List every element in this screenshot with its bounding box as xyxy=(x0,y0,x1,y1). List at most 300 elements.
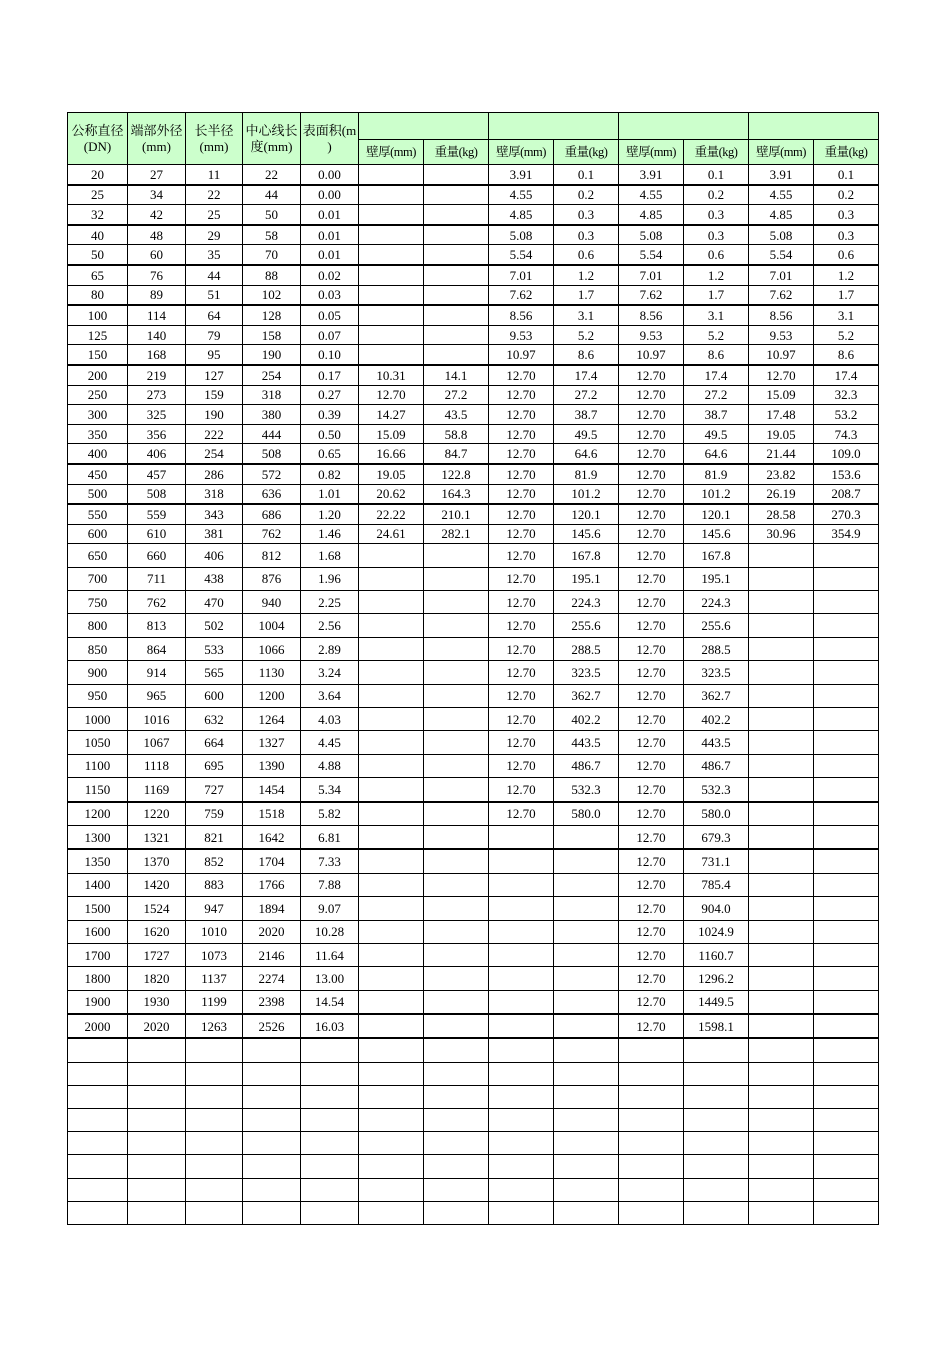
cell-g4-weight xyxy=(814,637,879,660)
cell-g4-thickness xyxy=(749,661,814,684)
cell-g4-weight xyxy=(814,849,879,873)
table-row xyxy=(68,484,879,504)
cell-g4-weight: 109.0 xyxy=(814,444,879,464)
cell-g1-weight xyxy=(424,661,489,684)
cell-centerline: 190 xyxy=(243,345,301,365)
cell-g4-weight: 270.3 xyxy=(814,504,879,524)
cell-surface: 0.01 xyxy=(301,205,359,225)
cell-g4-thickness xyxy=(749,967,814,990)
cell-g4-thickness: 19.05 xyxy=(749,424,814,444)
cell-g1-weight xyxy=(424,967,489,990)
cell-g3-weight: 0.6 xyxy=(684,245,749,265)
cell-g4-thickness xyxy=(749,825,814,849)
cell-g2-weight: 0.3 xyxy=(554,225,619,245)
cell-g2-weight xyxy=(554,943,619,966)
cell-long-radius: 22 xyxy=(186,185,243,205)
cell-g2-weight: 49.5 xyxy=(554,424,619,444)
cell-g2-thickness: 12.70 xyxy=(489,544,554,567)
cell-dn: 1900 xyxy=(68,990,128,1014)
cell-g2-thickness: 5.08 xyxy=(489,225,554,245)
cell-g4-thickness: 17.48 xyxy=(749,405,814,425)
cell-centerline: 58 xyxy=(243,225,301,245)
cell-g3-thickness: 5.08 xyxy=(619,225,684,245)
cell-od: 1220 xyxy=(128,802,186,826)
cell-g2-thickness: 12.70 xyxy=(489,614,554,637)
cell-g2-thickness xyxy=(489,920,554,943)
cell-dn: 900 xyxy=(68,661,128,684)
table-row xyxy=(68,778,879,802)
cell-surface: 1.68 xyxy=(301,544,359,567)
cell-surface: 4.45 xyxy=(301,731,359,754)
cell-centerline: 1200 xyxy=(243,684,301,707)
cell-g1-weight xyxy=(424,873,489,896)
cell-g1-thickness xyxy=(359,544,424,567)
cell-centerline: 812 xyxy=(243,544,301,567)
blank-cell xyxy=(186,1085,243,1108)
cell-g3-weight: 0.2 xyxy=(684,185,749,205)
blank-cell xyxy=(359,1062,424,1085)
cell-long-radius: 695 xyxy=(186,754,243,777)
cell-g2-weight: 0.3 xyxy=(554,205,619,225)
cell-g1-thickness xyxy=(359,225,424,245)
cell-g4-weight: 5.2 xyxy=(814,325,879,345)
cell-g3-thickness: 12.70 xyxy=(619,778,684,802)
cell-surface: 14.54 xyxy=(301,990,359,1014)
cell-dn: 1400 xyxy=(68,873,128,896)
cell-g3-weight: 255.6 xyxy=(684,614,749,637)
blank-cell xyxy=(128,1155,186,1178)
cell-g3-thickness: 12.70 xyxy=(619,405,684,425)
cell-g3-weight: 532.3 xyxy=(684,778,749,802)
cell-g3-weight: 1296.2 xyxy=(684,967,749,990)
cell-od: 559 xyxy=(128,504,186,524)
cell-g4-thickness xyxy=(749,684,814,707)
cell-g2-weight: 224.3 xyxy=(554,591,619,614)
cell-g3-thickness: 12.70 xyxy=(619,504,684,524)
blank-cell xyxy=(68,1201,128,1224)
cell-od: 610 xyxy=(128,524,186,544)
table-row xyxy=(68,385,879,405)
cell-dn: 1600 xyxy=(68,920,128,943)
cell-g1-weight xyxy=(424,345,489,365)
blank-cell xyxy=(814,1038,879,1062)
cell-centerline: 318 xyxy=(243,385,301,405)
cell-od: 914 xyxy=(128,661,186,684)
cell-centerline: 22 xyxy=(243,165,301,185)
header-thickness: 壁厚(mm) xyxy=(619,140,684,165)
cell-dn: 100 xyxy=(68,305,128,325)
table-row xyxy=(68,524,879,544)
cell-od: 60 xyxy=(128,245,186,265)
blank-cell xyxy=(749,1132,814,1155)
cell-g1-weight xyxy=(424,185,489,205)
blank-cell xyxy=(489,1201,554,1224)
blank-cell xyxy=(554,1085,619,1108)
cell-od: 1727 xyxy=(128,943,186,966)
cell-od: 168 xyxy=(128,345,186,365)
cell-g3-thickness: 12.70 xyxy=(619,825,684,849)
blank-cell xyxy=(243,1038,301,1062)
cell-g2-weight: 402.2 xyxy=(554,708,619,731)
blank-cell xyxy=(814,1109,879,1132)
cell-g2-weight: 0.6 xyxy=(554,245,619,265)
cell-g3-thickness: 12.70 xyxy=(619,873,684,896)
cell-g3-thickness: 9.53 xyxy=(619,325,684,345)
cell-od: 27 xyxy=(128,165,186,185)
cell-g3-thickness: 12.70 xyxy=(619,524,684,544)
blank-cell xyxy=(424,1062,489,1085)
cell-g1-thickness: 24.61 xyxy=(359,524,424,544)
cell-centerline: 686 xyxy=(243,504,301,524)
cell-g2-weight xyxy=(554,825,619,849)
blank-cell xyxy=(684,1132,749,1155)
cell-g4-thickness: 5.08 xyxy=(749,225,814,245)
cell-od: 660 xyxy=(128,544,186,567)
cell-dn: 700 xyxy=(68,567,128,590)
cell-g1-thickness xyxy=(359,802,424,826)
blank-cell xyxy=(619,1062,684,1085)
table-row xyxy=(68,754,879,777)
blank-cell xyxy=(554,1201,619,1224)
header-thickness: 壁厚(mm) xyxy=(489,140,554,165)
cell-od: 762 xyxy=(128,591,186,614)
cell-g1-thickness xyxy=(359,285,424,305)
cell-dn: 40 xyxy=(68,225,128,245)
blank-row xyxy=(68,1038,879,1062)
cell-g2-thickness: 12.70 xyxy=(489,524,554,544)
cell-long-radius: 44 xyxy=(186,265,243,285)
blank-cell xyxy=(424,1178,489,1201)
cell-g2-thickness: 12.70 xyxy=(489,684,554,707)
cell-g1-thickness xyxy=(359,967,424,990)
cell-g3-weight: 443.5 xyxy=(684,731,749,754)
blank-cell xyxy=(128,1201,186,1224)
cell-g3-thickness: 12.70 xyxy=(619,424,684,444)
cell-g2-weight: 3.1 xyxy=(554,305,619,325)
table-row xyxy=(68,225,879,245)
cell-g4-thickness xyxy=(749,591,814,614)
cell-g2-thickness: 12.70 xyxy=(489,444,554,464)
cell-long-radius: 565 xyxy=(186,661,243,684)
cell-surface: 6.81 xyxy=(301,825,359,849)
cell-surface: 0.27 xyxy=(301,385,359,405)
cell-g4-thickness: 21.44 xyxy=(749,444,814,464)
header-weight: 重量(kg) xyxy=(554,140,619,165)
table-row xyxy=(68,345,879,365)
cell-long-radius: 947 xyxy=(186,897,243,920)
cell-od: 325 xyxy=(128,405,186,425)
cell-g2-thickness: 12.70 xyxy=(489,661,554,684)
cell-od: 1016 xyxy=(128,708,186,731)
table-row xyxy=(68,708,879,731)
cell-g2-thickness xyxy=(489,873,554,896)
cell-g3-thickness: 12.70 xyxy=(619,661,684,684)
cell-long-radius: 64 xyxy=(186,305,243,325)
table-header xyxy=(68,113,879,165)
cell-g1-weight xyxy=(424,567,489,590)
cell-g1-thickness: 20.62 xyxy=(359,484,424,504)
blank-cell xyxy=(186,1178,243,1201)
cell-g2-thickness xyxy=(489,849,554,873)
blank-cell xyxy=(814,1132,879,1155)
blank-cell xyxy=(68,1038,128,1062)
cell-g4-thickness: 3.91 xyxy=(749,165,814,185)
blank-cell xyxy=(554,1038,619,1062)
cell-od: 508 xyxy=(128,484,186,504)
cell-long-radius: 727 xyxy=(186,778,243,802)
blank-cell xyxy=(301,1155,359,1178)
cell-g4-weight: 17.4 xyxy=(814,365,879,385)
blank-cell xyxy=(814,1062,879,1085)
table-row xyxy=(68,731,879,754)
blank-cell xyxy=(128,1109,186,1132)
header-group-2 xyxy=(489,113,619,140)
cell-g1-weight: 43.5 xyxy=(424,405,489,425)
cell-dn: 600 xyxy=(68,524,128,544)
cell-g4-weight xyxy=(814,661,879,684)
cell-g4-weight: 354.9 xyxy=(814,524,879,544)
table-row xyxy=(68,544,879,567)
cell-g2-thickness: 12.70 xyxy=(489,365,554,385)
header-group-1 xyxy=(359,113,489,140)
cell-od: 1524 xyxy=(128,897,186,920)
cell-od: 1169 xyxy=(128,778,186,802)
blank-cell xyxy=(128,1132,186,1155)
cell-surface: 7.88 xyxy=(301,873,359,896)
cell-long-radius: 664 xyxy=(186,731,243,754)
cell-centerline: 1454 xyxy=(243,778,301,802)
cell-centerline: 50 xyxy=(243,205,301,225)
table-row xyxy=(68,943,879,966)
cell-g4-weight xyxy=(814,731,879,754)
cell-g1-weight xyxy=(424,990,489,1014)
cell-g4-weight xyxy=(814,802,879,826)
cell-long-radius: 533 xyxy=(186,637,243,660)
cell-surface: 2.56 xyxy=(301,614,359,637)
blank-cell xyxy=(186,1155,243,1178)
cell-g1-weight xyxy=(424,591,489,614)
cell-g3-weight: 17.4 xyxy=(684,365,749,385)
cell-surface: 0.10 xyxy=(301,345,359,365)
cell-g2-thickness xyxy=(489,897,554,920)
cell-g1-weight: 282.1 xyxy=(424,524,489,544)
cell-g1-weight xyxy=(424,614,489,637)
blank-row xyxy=(68,1132,879,1155)
cell-g3-weight: 101.2 xyxy=(684,484,749,504)
cell-g4-thickness xyxy=(749,637,814,660)
cell-g2-weight xyxy=(554,1014,619,1038)
cell-od: 864 xyxy=(128,637,186,660)
cell-od: 1820 xyxy=(128,967,186,990)
cell-centerline: 1327 xyxy=(243,731,301,754)
cell-long-radius: 25 xyxy=(186,205,243,225)
cell-g1-thickness: 22.22 xyxy=(359,504,424,524)
cell-g3-weight: 785.4 xyxy=(684,873,749,896)
cell-centerline: 254 xyxy=(243,365,301,385)
header-outer-diameter: 端部外径(mm) xyxy=(128,113,186,165)
cell-g2-weight: 167.8 xyxy=(554,544,619,567)
blank-cell xyxy=(243,1178,301,1201)
blank-cell xyxy=(619,1155,684,1178)
blank-cell xyxy=(68,1062,128,1085)
blank-cell xyxy=(619,1085,684,1108)
cell-g1-weight: 122.8 xyxy=(424,464,489,484)
cell-dn: 450 xyxy=(68,464,128,484)
cell-centerline: 44 xyxy=(243,185,301,205)
cell-dn: 750 xyxy=(68,591,128,614)
table-row xyxy=(68,637,879,660)
cell-g3-thickness: 12.70 xyxy=(619,637,684,660)
cell-g1-thickness xyxy=(359,165,424,185)
table-row xyxy=(68,205,879,225)
cell-g3-thickness: 12.70 xyxy=(619,365,684,385)
cell-dn: 1350 xyxy=(68,849,128,873)
cell-g4-thickness xyxy=(749,802,814,826)
blank-cell xyxy=(489,1085,554,1108)
cell-g1-weight xyxy=(424,285,489,305)
cell-centerline: 1004 xyxy=(243,614,301,637)
cell-centerline: 1130 xyxy=(243,661,301,684)
cell-g4-thickness xyxy=(749,897,814,920)
cell-g2-thickness xyxy=(489,1014,554,1038)
cell-g2-weight: 323.5 xyxy=(554,661,619,684)
cell-long-radius: 254 xyxy=(186,444,243,464)
cell-long-radius: 159 xyxy=(186,385,243,405)
blank-cell xyxy=(128,1085,186,1108)
table-row xyxy=(68,849,879,873)
cell-g2-thickness: 12.70 xyxy=(489,778,554,802)
blank-cell xyxy=(243,1085,301,1108)
blank-cell xyxy=(243,1109,301,1132)
table-row xyxy=(68,897,879,920)
cell-centerline: 2526 xyxy=(243,1014,301,1038)
table-row xyxy=(68,165,879,185)
cell-g4-weight xyxy=(814,967,879,990)
cell-g3-weight: 1.7 xyxy=(684,285,749,305)
cell-g3-weight: 1024.9 xyxy=(684,920,749,943)
cell-g1-thickness xyxy=(359,849,424,873)
blank-cell xyxy=(359,1085,424,1108)
cell-long-radius: 95 xyxy=(186,345,243,365)
cell-long-radius: 343 xyxy=(186,504,243,524)
cell-od: 1620 xyxy=(128,920,186,943)
cell-g3-thickness: 12.70 xyxy=(619,614,684,637)
cell-g3-thickness: 12.70 xyxy=(619,684,684,707)
cell-g1-thickness xyxy=(359,731,424,754)
cell-g1-thickness xyxy=(359,345,424,365)
cell-g3-weight: 288.5 xyxy=(684,637,749,660)
cell-g3-thickness: 12.70 xyxy=(619,591,684,614)
cell-g4-weight: 1.2 xyxy=(814,265,879,285)
cell-g2-thickness: 4.55 xyxy=(489,185,554,205)
cell-g1-thickness xyxy=(359,591,424,614)
cell-g1-thickness xyxy=(359,325,424,345)
cell-g3-weight: 81.9 xyxy=(684,464,749,484)
cell-g1-weight xyxy=(424,943,489,966)
cell-g4-thickness xyxy=(749,731,814,754)
cell-od: 457 xyxy=(128,464,186,484)
cell-g3-thickness: 12.70 xyxy=(619,1014,684,1038)
blank-cell xyxy=(554,1062,619,1085)
cell-g3-weight: 0.3 xyxy=(684,205,749,225)
cell-g3-weight: 904.0 xyxy=(684,897,749,920)
cell-g3-thickness: 12.70 xyxy=(619,544,684,567)
cell-g1-thickness: 12.70 xyxy=(359,385,424,405)
cell-g2-thickness: 12.70 xyxy=(489,504,554,524)
cell-g4-thickness: 12.70 xyxy=(749,365,814,385)
blank-cell xyxy=(68,1085,128,1108)
blank-cell xyxy=(814,1085,879,1108)
cell-g1-thickness xyxy=(359,305,424,325)
cell-g3-thickness: 7.62 xyxy=(619,285,684,305)
cell-g4-weight xyxy=(814,708,879,731)
cell-g2-thickness xyxy=(489,967,554,990)
cell-g4-thickness xyxy=(749,754,814,777)
cell-g1-thickness xyxy=(359,1014,424,1038)
cell-dn: 800 xyxy=(68,614,128,637)
table-row xyxy=(68,990,879,1014)
blank-cell xyxy=(301,1062,359,1085)
cell-g3-thickness: 5.54 xyxy=(619,245,684,265)
cell-dn: 150 xyxy=(68,345,128,365)
cell-od: 406 xyxy=(128,444,186,464)
cell-surface: 1.20 xyxy=(301,504,359,524)
header-centerline-length: 中心线长度(mm) xyxy=(243,113,301,165)
cell-g4-weight xyxy=(814,754,879,777)
table-row xyxy=(68,825,879,849)
blank-cell xyxy=(489,1178,554,1201)
cell-g3-weight: 1160.7 xyxy=(684,943,749,966)
blank-cell xyxy=(424,1085,489,1108)
table-row xyxy=(68,591,879,614)
table-row xyxy=(68,245,879,265)
blank-cell xyxy=(619,1038,684,1062)
blank-cell xyxy=(814,1201,879,1224)
cell-long-radius: 600 xyxy=(186,684,243,707)
cell-g3-weight: 323.5 xyxy=(684,661,749,684)
blank-cell xyxy=(684,1085,749,1108)
cell-g1-weight: 27.2 xyxy=(424,385,489,405)
cell-long-radius: 406 xyxy=(186,544,243,567)
cell-surface: 0.01 xyxy=(301,225,359,245)
cell-g3-weight: 8.6 xyxy=(684,345,749,365)
blank-cell xyxy=(68,1132,128,1155)
cell-g4-weight xyxy=(814,778,879,802)
cell-g1-weight xyxy=(424,325,489,345)
blank-cell xyxy=(243,1201,301,1224)
cell-surface: 1.01 xyxy=(301,484,359,504)
table-row xyxy=(68,614,879,637)
table-body xyxy=(68,165,879,1225)
cell-g1-thickness xyxy=(359,265,424,285)
header-group-4 xyxy=(749,113,879,140)
table-row xyxy=(68,424,879,444)
blank-cell xyxy=(489,1038,554,1062)
elbow-spec-table xyxy=(67,112,879,1225)
cell-g2-thickness: 9.53 xyxy=(489,325,554,345)
cell-g2-thickness: 10.97 xyxy=(489,345,554,365)
cell-g3-thickness: 12.70 xyxy=(619,754,684,777)
cell-g2-weight: 5.2 xyxy=(554,325,619,345)
cell-dn: 1150 xyxy=(68,778,128,802)
cell-g1-thickness xyxy=(359,897,424,920)
cell-g4-weight: 0.6 xyxy=(814,245,879,265)
cell-od: 1067 xyxy=(128,731,186,754)
cell-g2-weight: 532.3 xyxy=(554,778,619,802)
cell-centerline: 128 xyxy=(243,305,301,325)
blank-cell xyxy=(749,1038,814,1062)
cell-g4-thickness: 23.82 xyxy=(749,464,814,484)
